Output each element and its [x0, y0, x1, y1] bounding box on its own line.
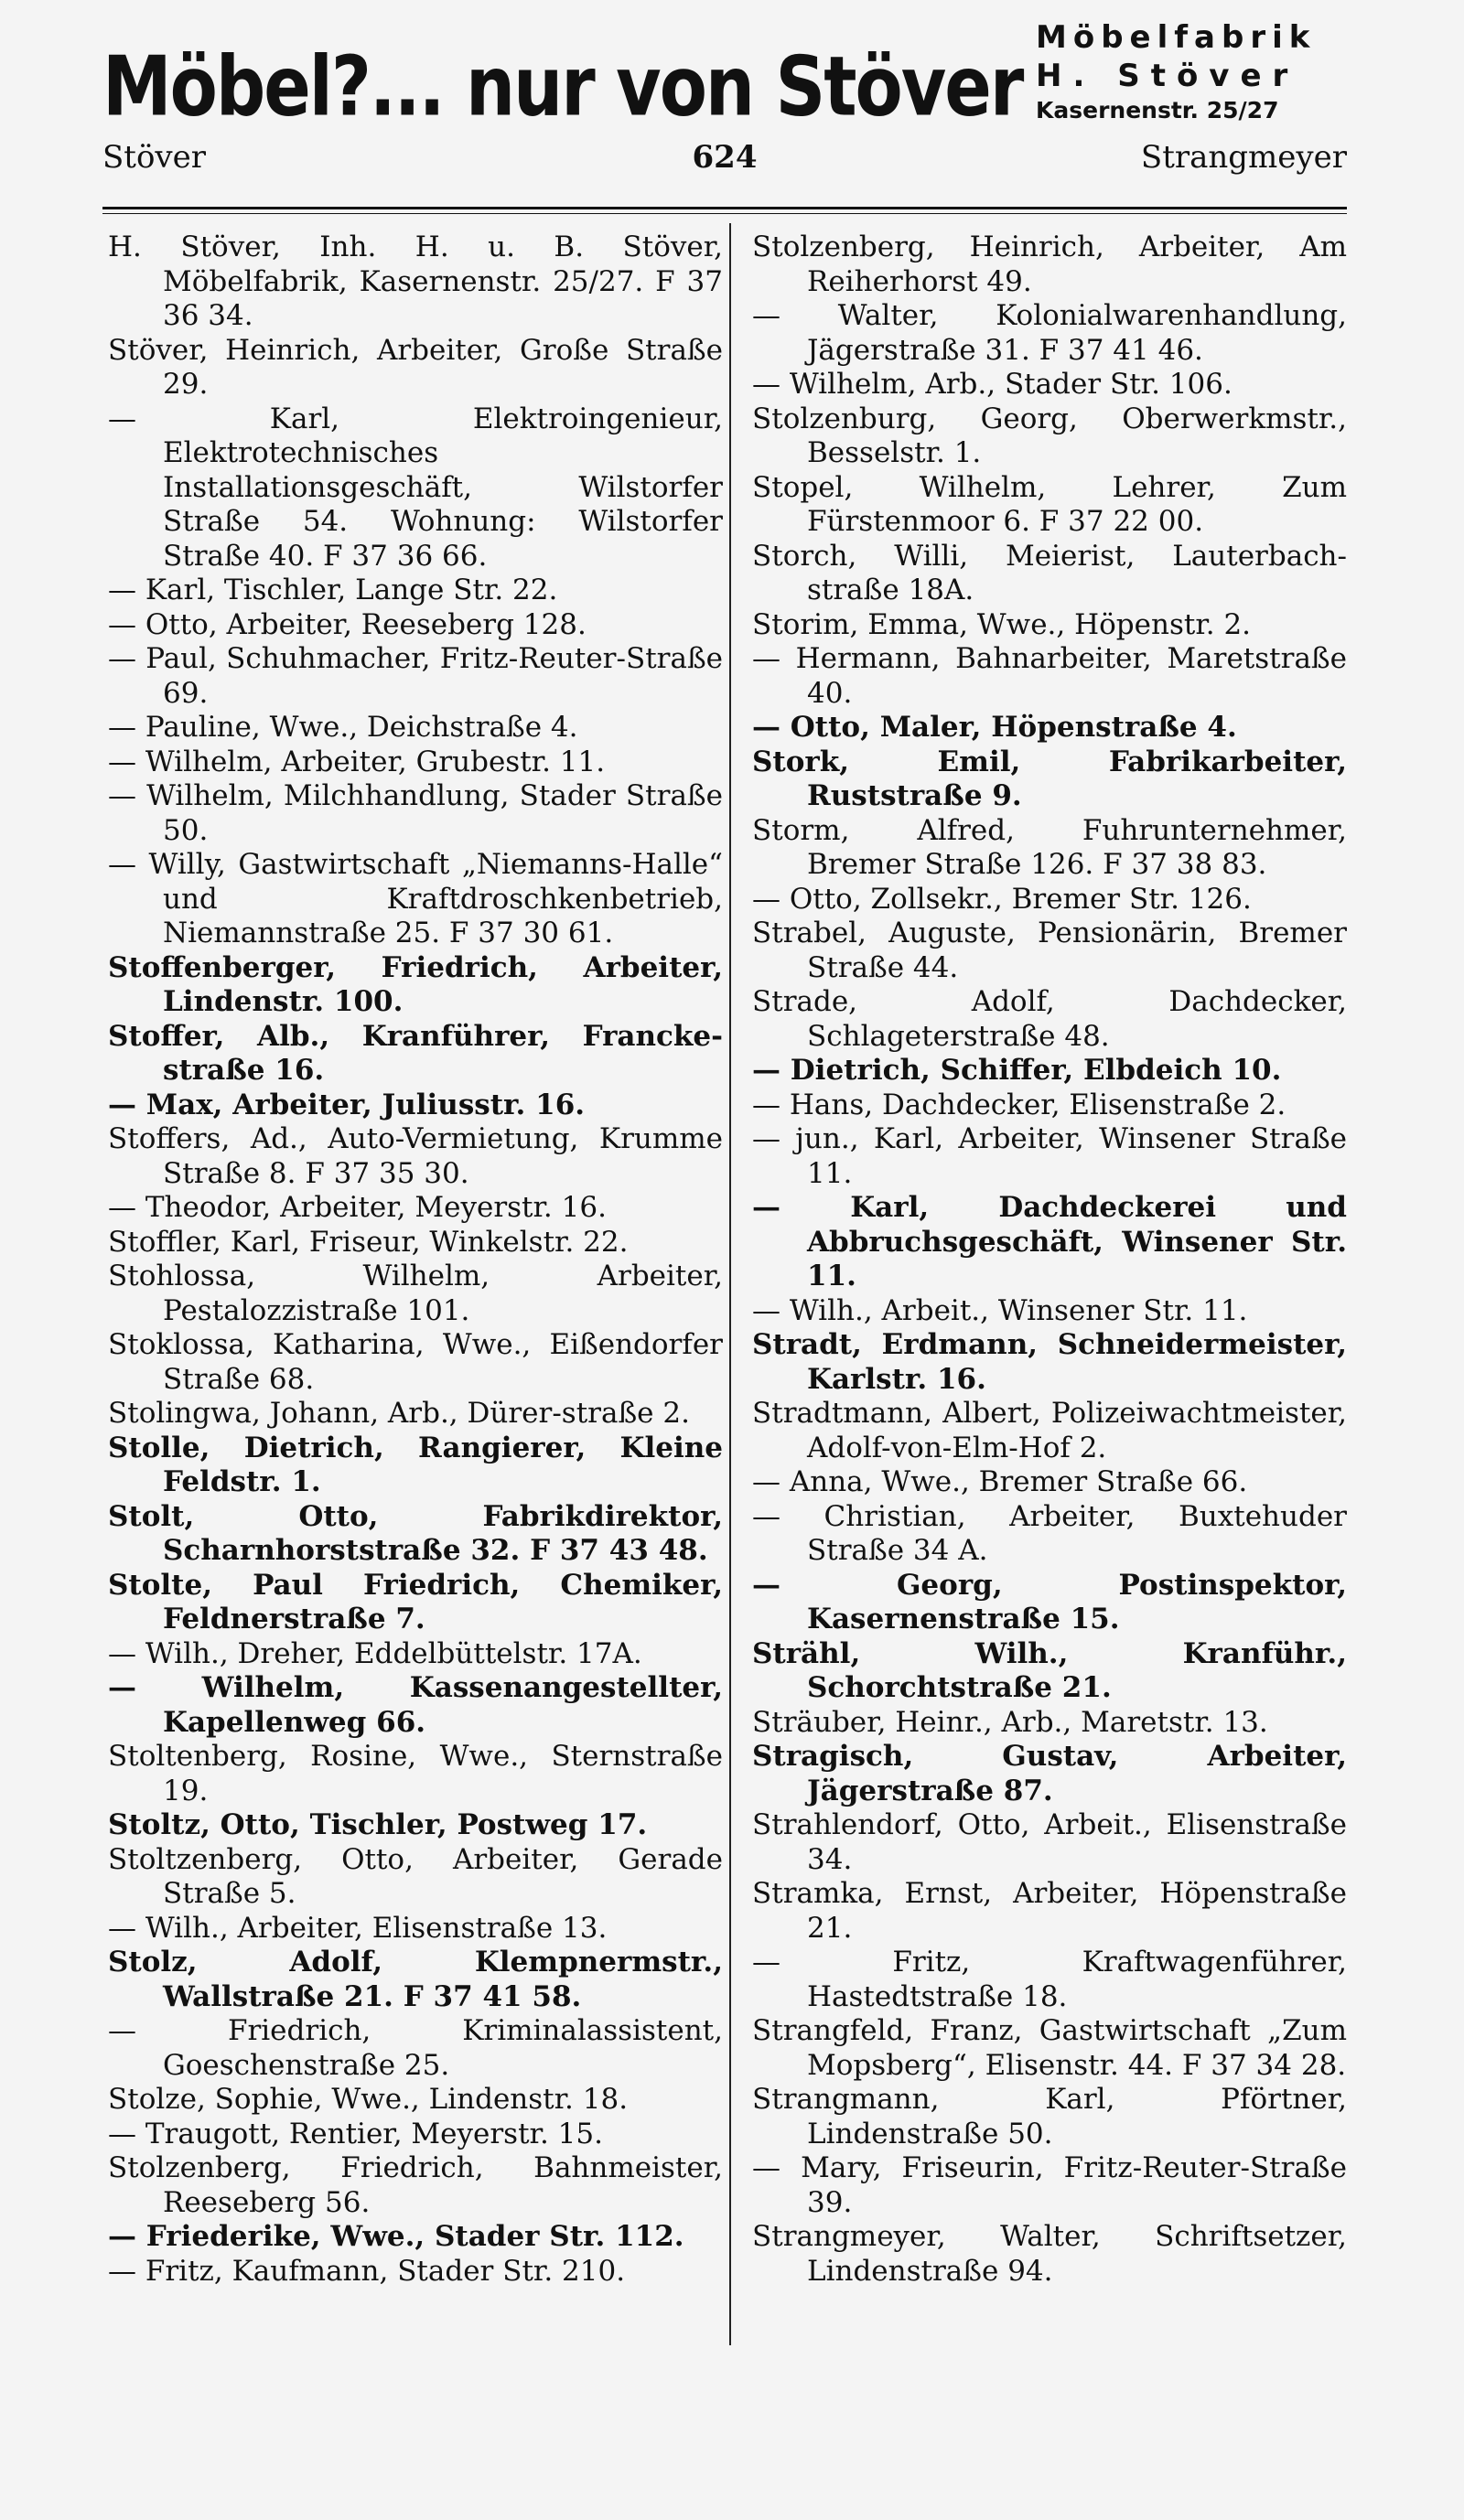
directory-entry: — Theodor, Arbeiter, Meyerstr. 16.	[108, 1191, 607, 1224]
ad-company-type: Möbelfabrik	[1036, 19, 1317, 56]
directory-entry: — Hermann, Bahnarbeiter, Maretstraße 40.	[752, 642, 1347, 710]
directory-entry: Stork, Emil, Fabrikarbeiter, Ruststraße 9.	[752, 745, 1347, 812]
directory-entry: — Otto, Arbeiter, Reeseberg 128.	[108, 607, 587, 641]
running-head-last-entry: Strangmeyer	[1140, 139, 1347, 176]
ad-address-block	[1036, 18, 1347, 126]
directory-entry: — Hans, Dachdecker, Elisenstraße 2.	[752, 1088, 1286, 1121]
directory-entry: — Wilh., Dreher, Eddelbüttelstr. 17A.	[108, 1636, 642, 1670]
directory-entry: Strangfeld, Franz, Gastwirtschaft „Zum Mopsberg“, Elisenstr. 44. F 37 34 28.	[752, 2014, 1347, 2082]
directory-entry: — Paul, Schuhmacher, Fritz-Reuter-Straße 69.	[108, 642, 723, 710]
directory-entry: Sträuber, Heinr., Arb., Maretstr. 13.	[752, 1705, 1268, 1739]
directory-entry: — Wilhelm, Kassenangestellter, Kapellenweg 66.	[108, 1671, 723, 1739]
header-rule-thick	[102, 207, 1347, 209]
directory-entry: — Wilhelm, Milchhandlung, Stader Straße 50.	[108, 779, 723, 847]
directory-entry: Stöver, Heinrich, Arbeiter, Große Straße 29.	[108, 333, 723, 401]
directory-entry: — Walter, Kolonialwarenhandlung, Jägerstraße 31. F 37 41 46.	[752, 299, 1347, 367]
page-number: 624	[692, 139, 758, 176]
directory-entry: Stolzenburg, Georg, Oberwerkmstr., Besselstr. 1.	[752, 402, 1347, 469]
directory-entry: Stolzenberg, Heinrich, Arbeiter, Am Reiherhorst 49.	[752, 231, 1347, 298]
directory-entry: — Wilh., Arbeit., Winsener Str. 11.	[752, 1293, 1248, 1327]
ad-slogan: Möbel?... nur von Stöver	[102, 38, 1023, 134]
directory-entry: Storch, Willi, Meierist, Lauterbach-straße 18A.	[752, 539, 1347, 606]
directory-entry: Stramka, Ernst, Arbeiter, Höpenstraße 21.	[752, 1877, 1347, 1945]
directory-entry: Stolze, Sophie, Wwe., Lindenstr. 18.	[108, 2083, 629, 2116]
directory-entry: — Georg, Postinspektor, Kasernenstraße 15.	[752, 1568, 1347, 1635]
directory-entry: Strangmeyer, Walter, Schriftsetzer, Lindenstraße 94.	[752, 2220, 1347, 2288]
directory-entry: Stradt, Erdmann, Schneidermeister, Karlstr. 16.	[752, 1328, 1347, 1396]
directory-entry: Strangmann, Karl, Pförtner, Lindenstraße 50.	[752, 2083, 1347, 2150]
ad-company-name: H. Stöver	[1036, 58, 1299, 94]
directory-entry: Stoffer, Alb., Kranführer, Francke-straße 16.	[108, 1019, 723, 1087]
left-column	[108, 231, 723, 2289]
directory-entry: Storm, Alfred, Fuhrunternehmer, Bremer Straße 126. F 37 38 83.	[752, 813, 1347, 881]
ad-company-address: Kasernenstr. 25/27	[1036, 97, 1279, 123]
directory-entry: — Fritz, Kraftwagenführer, Hastedtstraße 18.	[752, 1946, 1347, 2013]
directory-entry: Strade, Adolf, Dachdecker, Schlageterstraße 48.	[752, 985, 1347, 1053]
directory-entry: Stoffenberger, Friedrich, Arbeiter, Lindenstr. 100.	[108, 950, 723, 1018]
directory-entry: Stoklossa, Katharina, Wwe., Eißendorfer Straße 68.	[108, 1328, 723, 1396]
directory-entry: Stolle, Dietrich, Rangierer, Kleine Feldstr. 1.	[108, 1431, 723, 1498]
directory-entry: — Traugott, Rentier, Meyerstr. 15.	[108, 2117, 603, 2150]
directory-entry: Strahlendorf, Otto, Arbeit., Elisenstraße 34.	[752, 1808, 1347, 1876]
directory-entry: — Otto, Zollsekr., Bremer Str. 126.	[752, 882, 1252, 916]
directory-entry: — Fritz, Kaufmann, Stader Str. 210.	[108, 2254, 626, 2288]
directory-entry: H. Stöver, Inh. H. u. B. Stöver, Möbelfabrik, Kasernenstr. 25/27. F 37 36 34.	[108, 231, 723, 332]
directory-entry: Stolt, Otto, Fabrikdirektor, Scharnhorststraße 32. F 37 43 48.	[108, 1499, 723, 1567]
directory-entry: Stolzenberg, Friedrich, Bahnmeister, Reeseberg 56.	[108, 2151, 723, 2219]
directory-entry: — Max, Arbeiter, Juliusstr. 16.	[108, 1088, 586, 1121]
directory-entry: Stoffers, Ad., Auto-Vermietung, Krumme Straße 8. F 37 35 30.	[108, 1122, 723, 1190]
directory-entry: — Dietrich, Schiffer, Elbdeich 10.	[752, 1054, 1282, 1087]
directory-entry: — Karl, Tischler, Lange Str. 22.	[108, 574, 558, 606]
directory-entry: Stoltz, Otto, Tischler, Postweg 17.	[108, 1808, 648, 1841]
directory-entry: Stradtmann, Albert, Polizeiwachtmeister, Adolf-von-Elm-Hof 2.	[752, 1397, 1347, 1464]
directory-entry: Stopel, Wilhelm, Lehrer, Zum Fürstenmoor 6. F 37 22 00.	[752, 470, 1347, 538]
right-column	[752, 231, 1347, 2289]
directory-entry: — Otto, Maler, Höpenstraße 4.	[752, 711, 1237, 744]
directory-entry: Stoltzenberg, Otto, Arbeiter, Gerade Straße 5.	[108, 1842, 723, 1910]
directory-entry: — Wilh., Arbeiter, Elisenstraße 13.	[108, 1911, 608, 1945]
directory-entry: Storim, Emma, Wwe., Höpenstr. 2.	[752, 607, 1252, 641]
directory-entry: — Wilhelm, Arbeiter, Grubestr. 11.	[108, 745, 606, 778]
advertisement-banner	[102, 18, 1347, 137]
directory-entry: Stoffler, Karl, Friseur, Winkelstr. 22.	[108, 1225, 629, 1259]
directory-entry: Stoltenberg, Rosine, Wwe., Sternstraße 19.	[108, 1740, 723, 1807]
directory-entry: Strähl, Wilh., Kranführ., Schorchtstraße 21.	[752, 1636, 1347, 1704]
running-head	[102, 139, 1347, 190]
directory-entry: — Karl, Elektroingenieur, Elektrotechnisches Installationsgeschäft, Wilstorfer Straße 54. Wohnung: Wilstorfer Straße 40. F 37 36 66.	[108, 402, 723, 573]
directory-entry: Stolte, Paul Friedrich, Chemiker, Feldnerstraße 7.	[108, 1568, 723, 1635]
directory-entry: Strabel, Auguste, Pensionärin, Bremer Straße 44.	[752, 917, 1347, 984]
directory-entry: — Mary, Friseurin, Fritz-Reuter-Straße 39.	[752, 2151, 1347, 2219]
running-head-first-entry: Stöver	[102, 139, 207, 176]
directory-entry: — Karl, Dachdeckerei und Abbruchsgeschäft, Winsener Str. 11.	[752, 1191, 1347, 1292]
directory-entry: — Friederike, Wwe., Stader Str. 112.	[108, 2220, 684, 2253]
directory-entry: Stolz, Adolf, Klempnermstr., Wallstraße 21. F 37 41 58.	[108, 1946, 723, 2013]
directory-entry: Stohlossa, Wilhelm, Arbeiter, Pestalozzistraße 101.	[108, 1260, 723, 1327]
directory-entry: — Anna, Wwe., Bremer Straße 66.	[752, 1465, 1248, 1498]
directory-entry: — Christian, Arbeiter, Buxtehuder Straße 34 A.	[752, 1499, 1347, 1567]
directory-entry: — jun., Karl, Arbeiter, Winsener Straße 11.	[752, 1122, 1347, 1190]
header-rule-thin	[102, 213, 1347, 214]
directory-entry: — Pauline, Wwe., Deichstraße 4.	[108, 711, 578, 744]
directory-entry: — Friedrich, Kriminalassistent, Goeschenstraße 25.	[108, 2014, 723, 2082]
column-divider	[729, 223, 731, 2345]
directory-entry: — Willy, Gastwirtschaft „Niemanns-Halle“ und Kraftdroschkenbetrieb, Niemannstraße 25. F 37 30 61.	[108, 848, 723, 949]
directory-entry: Stolingwa, Johann, Arb., Dürer-straße 2.	[108, 1397, 690, 1430]
directory-entry: — Wilhelm, Arb., Stader Str. 106.	[752, 368, 1233, 401]
directory-entry: Stragisch, Gustav, Arbeiter, Jägerstraße 87.	[752, 1740, 1347, 1807]
